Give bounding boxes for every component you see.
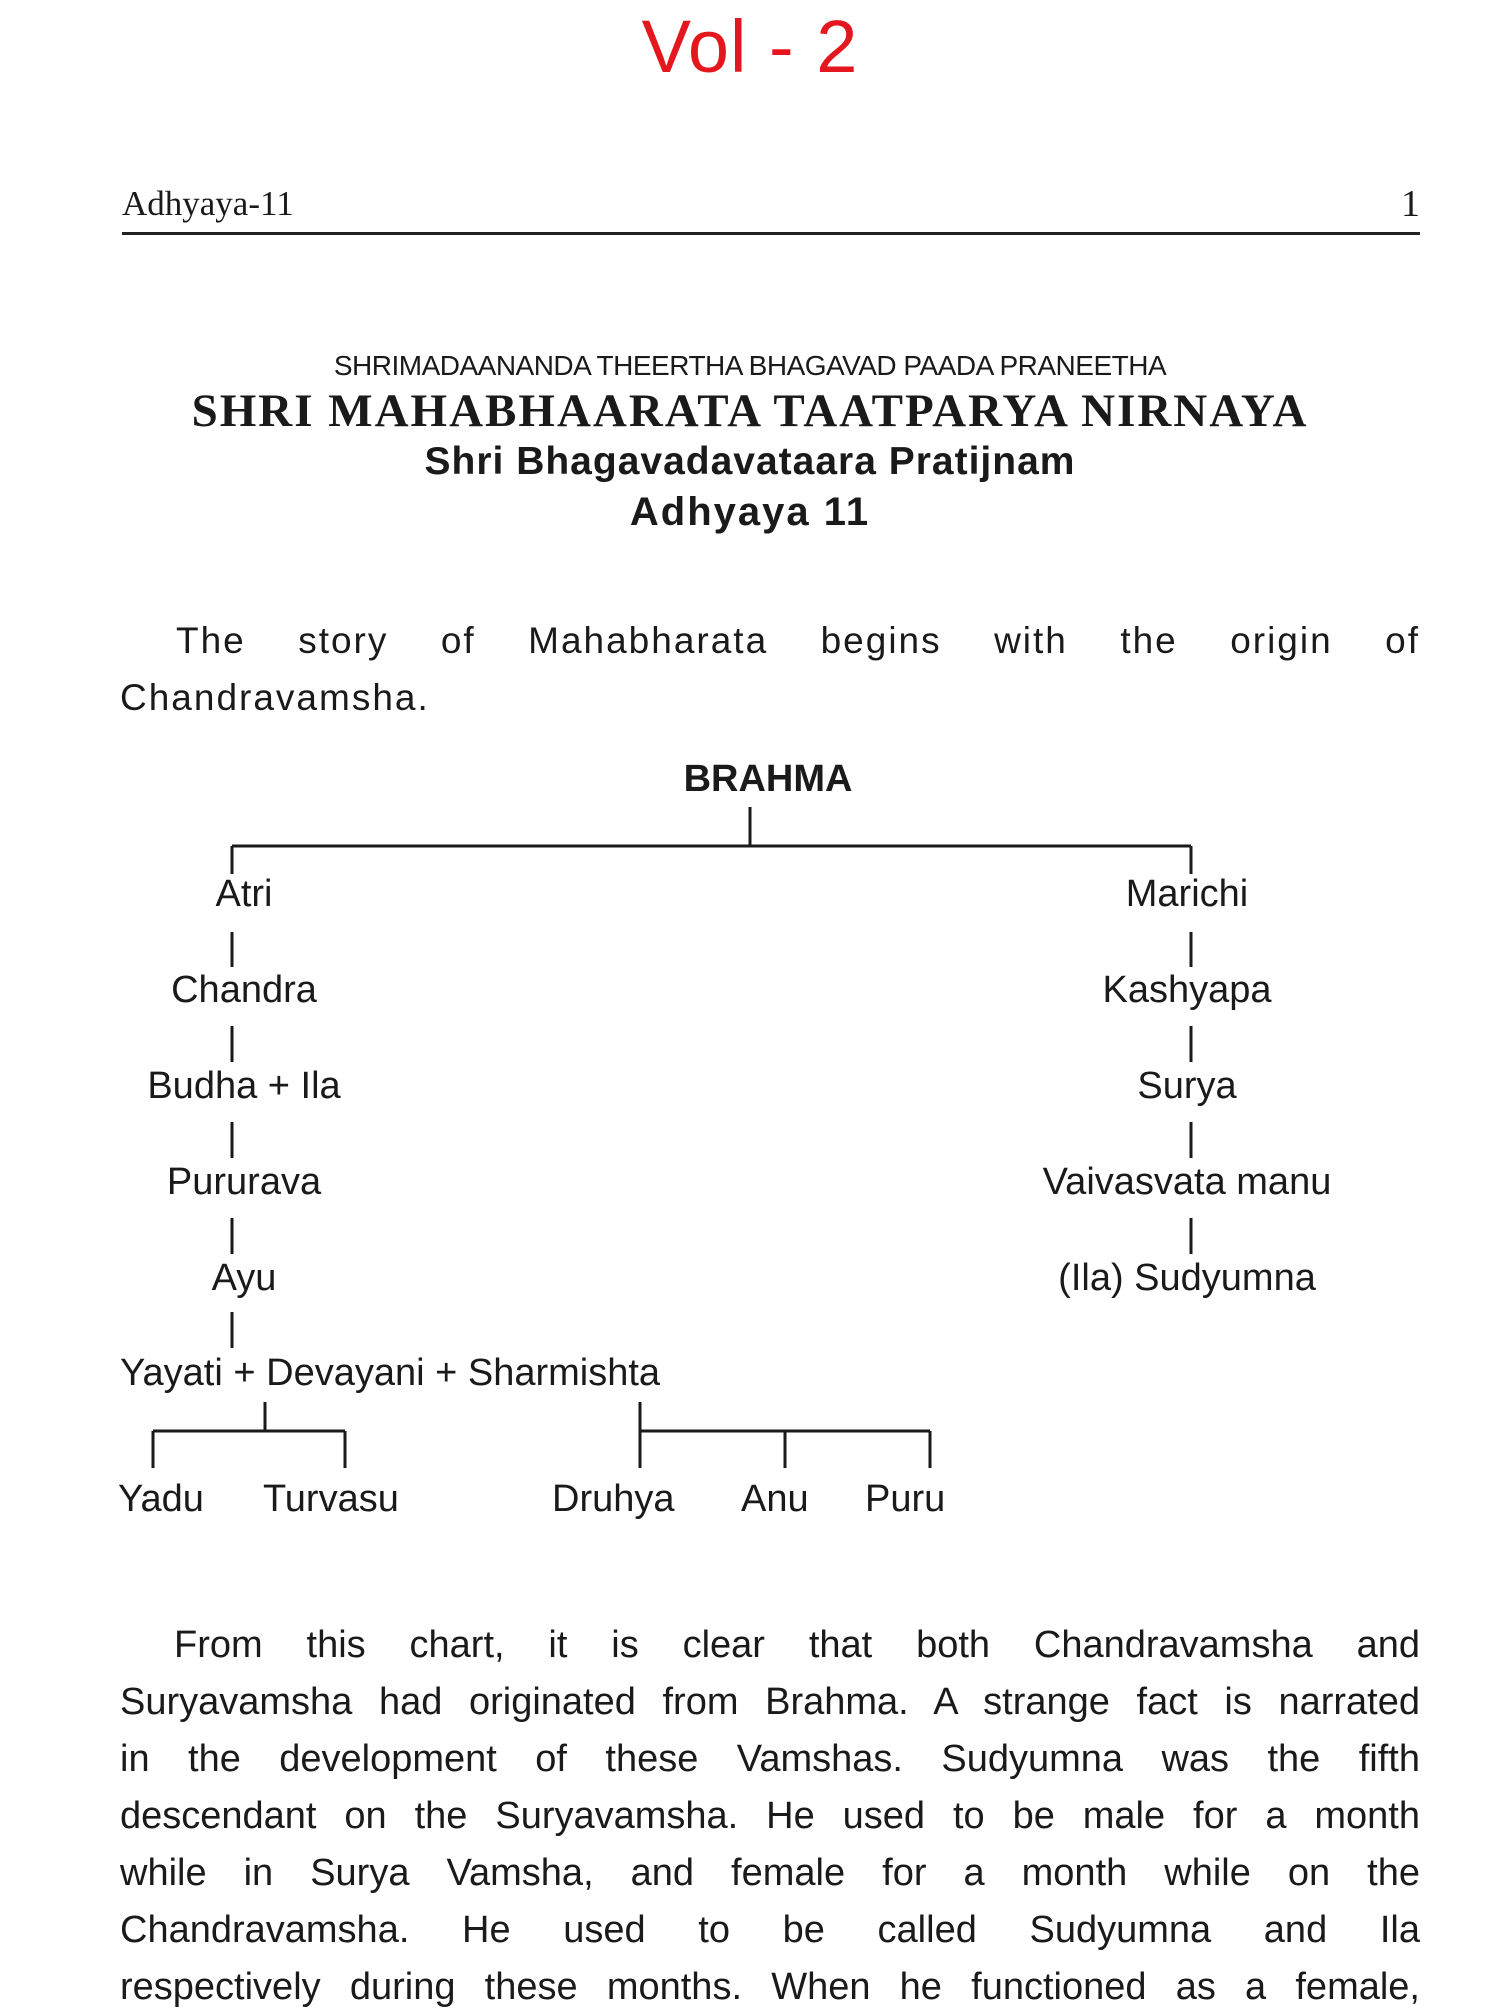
body-line: descendant on the Suryavamsha. He used to be male for a month — [120, 1795, 1420, 1837]
body-line: in the development of these Vamshas. Sudyumna was the fifth — [120, 1738, 1420, 1780]
subtitle: Shri Bhagavadavataara Pratijnam — [424, 440, 1076, 483]
tree-node-sharmishta: Sharmishta — [467, 1352, 661, 1394]
intro-line: Chandravamsha. — [120, 677, 430, 718]
tree-node-marichi: Marichi — [1125, 873, 1249, 915]
body-line: Chandravamsha. He used to be called Sudyumna and Ila — [120, 1909, 1420, 1951]
main-title: SHRI MAHABHAARATA TAATPARYA NIRNAYA — [191, 385, 1309, 437]
title-attribution: SHRIMADAANANDA THEERTHA BHAGAVAD PAADA PRANEETHA — [333, 350, 1167, 381]
plus-sign: + — [233, 1352, 256, 1394]
body-line: Suryavamsha had originated from Brahma. A strange fact is narrated — [120, 1681, 1420, 1723]
body-paragraph — [120, 1617, 1420, 2016]
tree-node-devayani: Devayani — [266, 1352, 425, 1394]
page-number: 1 — [1401, 183, 1420, 225]
tree-node-budha-ila: Budha + Ila — [147, 1065, 341, 1107]
tree-node-yayati: Yayati — [120, 1352, 223, 1394]
tree-node-druhya: Druhya — [552, 1478, 675, 1520]
tree-node-ila-sudyumna: (Ila) Sudyumna — [1058, 1257, 1316, 1299]
intro-line: The story of Mahabharata begins with the origin of — [176, 620, 1420, 661]
tree-node-turvasu: Turvasu — [263, 1478, 399, 1520]
tree-node-pururava: Pururava — [166, 1161, 322, 1203]
tree-node-atri: Atri — [215, 873, 273, 915]
tree-node-yayati-wives — [120, 1352, 660, 1395]
body-line: respectively during these months. When he functioned as a female, — [120, 1966, 1420, 2008]
tree-node-anu: Anu — [741, 1478, 809, 1520]
tree-node-vaivasvata-manu: Vaivasvata manu — [1042, 1161, 1332, 1203]
body-line: while in Surya Vamsha, and female for a month while on the — [120, 1852, 1420, 1894]
running-header-chapter: Adhyaya-11 — [122, 184, 294, 223]
volume-banner: Vol - 2 — [641, 5, 859, 88]
tree-node-ayu: Ayu — [211, 1257, 277, 1299]
adhyaya-heading: Adhyaya 11 — [629, 490, 871, 534]
tree-node-puru: Puru — [865, 1478, 946, 1520]
tree-node-yadu: Yadu — [118, 1478, 204, 1520]
tree-node-chandra: Chandra — [171, 969, 317, 1011]
tree-node-surya: Surya — [1137, 1065, 1237, 1107]
tree-node-brahma: BRAHMA — [683, 758, 853, 800]
body-line: From this chart, it is clear that both Chandravamsha and — [174, 1624, 1420, 1666]
plus-sign: + — [435, 1352, 458, 1394]
tree-node-kashyapa: Kashyapa — [1102, 969, 1272, 1011]
